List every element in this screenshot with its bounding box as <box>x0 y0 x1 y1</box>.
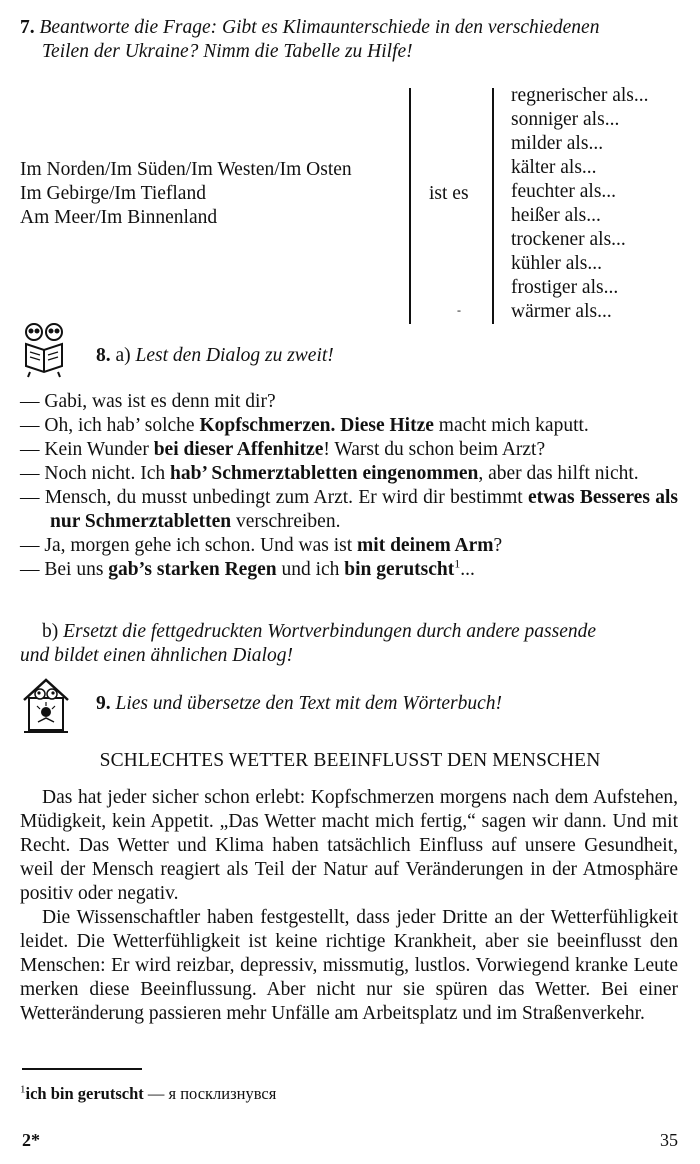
text-heading: SCHLECHTES WETTER BEEINFLUSST DEN MENSCHEN <box>99 750 601 771</box>
dialog-bold-phrase: Kopfschmerzen. Diese Hitze <box>199 415 434 436</box>
reading-dictionary-icon <box>20 676 72 736</box>
table-divider-left <box>409 88 411 324</box>
page-number: 35 <box>660 1130 678 1150</box>
table-right-row: feuchter als... <box>511 181 617 202</box>
pair-reading-icon <box>20 322 68 378</box>
dialog-text: — Oh, ich hab’ solche <box>20 415 200 436</box>
dialog-bold-phrase: etwas Besseres als nur Schmerztabletten <box>50 487 678 532</box>
table-right-row: sonniger als... <box>511 109 620 130</box>
dialog-text: , aber das hilft nicht. <box>478 463 639 484</box>
task-7-number: 7. <box>20 17 35 38</box>
table-mark: - <box>457 303 461 317</box>
task-8-part-b-label: b) <box>42 621 59 642</box>
task-8-heading <box>96 344 678 368</box>
dialog-text: — Bei uns <box>20 559 109 580</box>
dialog-text: — Ja, morgen gehe ich schon. Und was ist <box>20 535 358 556</box>
task-7-question <box>20 16 678 64</box>
task-8-instruction-b-line1: Ersetzt die fettgedruckten Wortverbindungen durch andere passende <box>63 621 597 642</box>
footnote-translation: — я посклизнувся <box>143 1084 277 1103</box>
table-right-row: kälter als... <box>511 157 597 178</box>
table-right-row: wärmer als... <box>511 301 612 322</box>
dialog-text: $^1$... <box>454 556 475 580</box>
table-right-row: kühler als... <box>511 253 602 274</box>
dialog-line <box>20 558 678 582</box>
text-paragraph: Das hat jeder sicher schon erlebt: Kopfschmerzen morgens nach dem Aufstehen, Müdigkeit, kein Appetit. „Das Wetter macht mich fertig,“ sagen wir dann. Und mit Recht. Das Wetter und Klima haben tatsächlich Einfluss auf unsere Gesundheit, weil der Mensch reagiert als Teil der Natur auf Veränderungen in der Atmosphäre positiv oder negativ. <box>20 787 678 904</box>
dialog-bold-phrase: mit deinem Arm <box>357 535 494 556</box>
text-paragraph: Die Wissenschaftler haben festgestellt, dass jeder Dritte an der Wetterfühligkeit leidet. Die Wetterfühligkeit ist keine richtige Krankheit, aber sie beeinflusst den Menschen: Er wird reizbar, depressiv, missmutig, lustlos. Vorwiegend kranke Leute merken diese Beeinflussung. Aber nicht nur sie spüren das Wetter. Bei einer Wetteränderung passieren mehr Unfälle am Arbeitsplatz und im Straßenverkehr. <box>20 907 678 1024</box>
table-right-row: milder als... <box>511 133 604 154</box>
dialog-line <box>20 390 678 414</box>
dialog-bold-phrase: bin gerutscht <box>344 559 455 580</box>
table-right-row: trockener als... <box>511 229 626 250</box>
table-left-column <box>20 158 352 230</box>
table-right-row: frostiger als... <box>511 277 619 298</box>
dialog-text: — Kein Wunder <box>20 439 154 460</box>
reading-text <box>20 786 678 1026</box>
table-right-row: heißer als... <box>511 205 601 226</box>
dialog-text: — Noch nicht. Ich <box>20 463 171 484</box>
dialog-text: — Mensch, du musst unbedingt zum Arzt. Er wird dir bestimmt <box>20 487 528 508</box>
table-left-row: Am Meer/Im Binnenland <box>20 207 218 228</box>
dialog-line <box>20 486 678 534</box>
dialog-bold-phrase: bei dieser Affenhitze <box>153 439 324 460</box>
table-right-column <box>511 84 649 324</box>
table-left-row: Im Gebirge/Im Tiefland <box>20 183 206 204</box>
dialog-line <box>20 534 678 558</box>
table-left-row: Im Norden/Im Süden/Im Westen/Im Osten <box>20 159 352 180</box>
task-8-number: 8. <box>96 345 111 366</box>
dialog-bold-phrase: hab’ Schmerztabletten eingenommen <box>170 463 479 484</box>
dialog-text: und ich <box>276 559 345 580</box>
signature-mark: 2* <box>22 1130 40 1150</box>
footnote-rule <box>22 1068 142 1070</box>
footnote <box>20 1082 678 1106</box>
task-9-heading <box>96 692 678 716</box>
task-7-question-line2: Teilen der Ukraine? Nimm die Tabelle zu Hilfe! <box>42 41 413 62</box>
task-7 <box>20 16 678 64</box>
dialog-line <box>20 462 678 486</box>
task-8-part-a: a) <box>115 345 131 366</box>
task-8-part-b <box>20 620 678 668</box>
footnote-marker: 1 <box>20 1083 26 1096</box>
task-8-instruction-b-line2: und bildet einen ähnlichen Dialog! <box>20 645 293 666</box>
table-middle-verb: ist es <box>429 183 469 204</box>
table-right-row: regnerischer als... <box>511 85 649 106</box>
dialog <box>20 390 678 582</box>
task-9-number: 9. <box>96 693 111 714</box>
dialog-bold-phrase: gab’s starken Regen <box>108 559 277 580</box>
dialog-text: ? <box>493 535 503 556</box>
dialog-text: — Gabi, was ist es denn mit dir? <box>20 391 276 412</box>
table-divider-right <box>492 88 494 324</box>
dialog-line <box>20 414 678 438</box>
task-8-instruction-a: Lest den Dialog zu zweit! <box>135 345 334 366</box>
dialog-text: ! Warst du schon beim Arzt? <box>323 439 546 460</box>
dialog-line <box>20 438 678 462</box>
task-7-question-line1: Beantworte die Frage: Gibt es Klimaunterschiede in den verschiedenen <box>39 17 600 38</box>
dialog-text: verschreiben. <box>231 511 341 532</box>
task-9-instruction: Lies und übersetze den Text mit dem Wörterbuch! <box>115 693 503 714</box>
footnote-term: ich bin gerutscht <box>25 1084 144 1103</box>
climate-comparison-table <box>20 84 678 324</box>
dialog-text: macht mich kaputt. <box>433 415 589 436</box>
